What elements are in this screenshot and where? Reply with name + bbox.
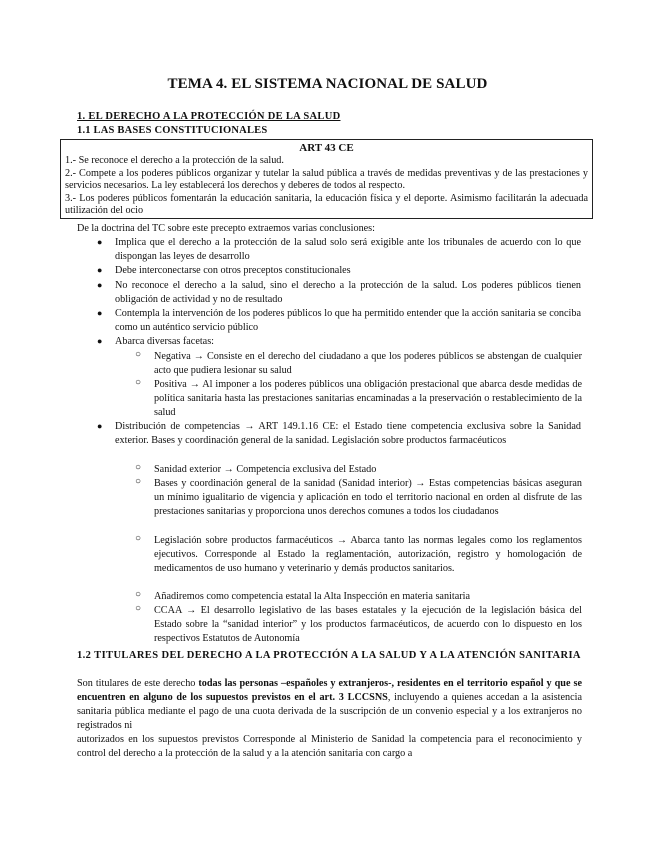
section-1-heading: 1. EL DERECHO A LA PROTECCIÓN DE LA SALUD [77, 111, 341, 122]
sub-bullet-item: Positiva → Al imponer a los poderes públicos una obligación prestacional que abarca desde medidas de política sanitaria hasta las prestaciones sanitarias encaminadas a la preservación o restablecimiento de la salud [154, 379, 582, 418]
intro-text: De la doctrina del TC sobre este precepto extraemos varias conclusiones: [77, 223, 375, 234]
art-43-line-2: 2.- Compete a los poderes públicos organizar y tutelar la salud pública a través de medidas preventivas y de las prestaciones y servicios necesarios. La ley establecerá los derechos y deberes de todos al respecto. [65, 167, 588, 192]
sub-bullet-item: Bases y coordinación general de la sanidad (Sanidad interior) → Estas competencias básicas aseguran un mínimo igualitario de vigencia y aplicación en todo el territorio nacional en orden al disfrute de las prestaciones sanitarias y proporciona unos derechos comunes a todos los ciudadanos [154, 478, 582, 517]
circle-bullet-icon: ○ [135, 589, 142, 600]
section-1-1-heading: 1.1 LAS BASES CONSTITUCIONALES [77, 125, 268, 136]
circle-bullet-icon: ○ [135, 533, 142, 544]
bullet-item: Abarca diversas facetas: [115, 336, 214, 347]
bullet-icon: ● [97, 237, 103, 247]
sub-bullet-item: CCAA → El desarrollo legislativo de las bases estatales y la ejecución de la legislación básica del Estado sobre la “sanidad interior” y los productos farmacéuticos, de acuerdo con lo dispuesto en los respectivos Estatutos de Autonomía [154, 605, 582, 644]
sub-bullet-item: Añadiremos como competencia estatal la Alta Inspección en materia sanitaria [154, 591, 470, 602]
bullet-item: Distribución de competencias → ART 149.1.16 CE: el Estado tiene competencia exclusiva sobre la Sanidad exterior. Bases y coordinación general de la sanidad. Legislación sobre productos farmacéuticos [115, 421, 581, 446]
circle-bullet-icon: ○ [135, 377, 142, 388]
paragraph: autorizados en los supuestos previstos Corresponde al Ministerio de Sanidad la competencia para el reconocimiento y control del derecho a la protección de la salud y a la atención sanitaria con cargo a [77, 734, 582, 759]
bullet-icon: ● [97, 280, 103, 290]
sub-bullet-item: Negativa → Consiste en el derecho del ciudadano a que los poderes públicos se abstengan de cualquier acto que pudiera lesionar su salud [154, 351, 582, 376]
art-43-line-3: 3.- Los poderes públicos fomentarán la educación sanitaria, la educación física y el deporte. Asimismo facilitarán la adecuada utilización del ocio [65, 192, 588, 217]
sub-bullet-item: Legislación sobre productos farmacéuticos → Abarca tanto las normas legales como los reglamentos ejecutivos. Corresponde al Estado la reglamentación, autorización, registro y homologación de medicamentos de uso humano y veterinario y demás productos sanitarios. [154, 535, 582, 574]
art-43-title: ART 43 CE [299, 142, 354, 154]
circle-bullet-icon: ○ [135, 462, 142, 473]
sub-bullet-item: Sanidad exterior → Competencia exclusiva del Estado [154, 464, 377, 475]
titulares-bold: todas las personas –españoles y extranjeros-, residentes en el territorio español y que se encuentren en alguno de los supuestos previstos en el art. 3 LCCSNS [77, 678, 582, 703]
bullet-icon: ● [97, 308, 103, 318]
art-43-box [60, 139, 593, 219]
titulares-rest: , incluyendo a quienes accedan a la asistencia sanitaria pública mediante el pago de una cuota derivada de la suscripción de un convenio especial y a los extranjeros no registrados ni [77, 691, 582, 731]
bullet-item: Debe interconectarse con otros preceptos constitucionales [115, 265, 351, 276]
circle-bullet-icon: ○ [135, 603, 142, 614]
bullet-item: Contempla la intervención de los poderes públicos lo que ha permitido entender que la acción sanitaria se conciba como un auténtico servicio público [115, 308, 581, 333]
circle-bullet-icon: ○ [135, 476, 142, 487]
bullet-item: No reconoce el derecho a la salud, sino el derecho a la protección de la salud. Los poderes públicos tienen obligación de actividad y no de resultado [115, 280, 581, 305]
bullet-icon: ● [97, 265, 103, 275]
section-1-2-heading: 1.2 TITULARES DEL DERECHO A LA PROTECCIÓN A LA SALUD Y A LA ATENCIÓN SANITARIA [77, 650, 581, 661]
bullet-icon: ● [97, 421, 103, 431]
art-43-line-1: 1.- Se reconoce el derecho a la protección de la salud. [65, 155, 284, 166]
bullet-item: Implica que el derecho a la protección de la salud solo será exigible ante los tribunales de acuerdo con lo que dispongan las leyes de desarrollo [115, 237, 581, 262]
titulares-intro: Son titulares de este derecho [77, 678, 199, 689]
circle-bullet-icon: ○ [135, 349, 142, 360]
bullet-icon: ● [97, 336, 103, 346]
page-title: TEMA 4. EL SISTEMA NACIONAL DE SALUD [167, 76, 488, 92]
titulares-paragraph [77, 677, 582, 733]
